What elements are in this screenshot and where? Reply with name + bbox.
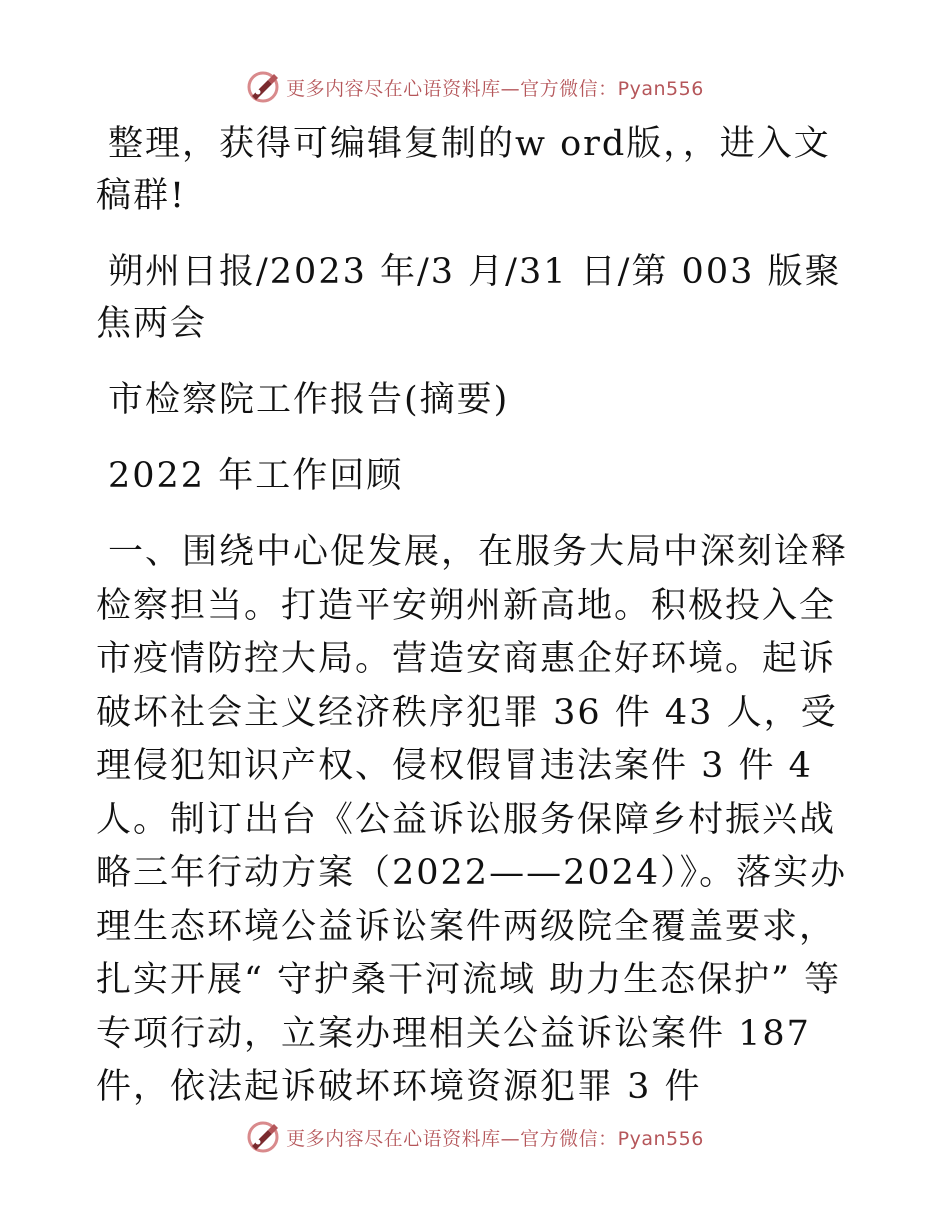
body-paragraph: 一、围绕中心促发展，在服务大局中深刻诠释检察担当。打造平安朔州新高地。积极投入全市疫情防控大局。营造安商惠企好环境。起诉破坏社会主义经济秩序犯罪 36 件 43 人，受理侵犯知识产权、侵权假冒违法案件 3 件 4 人。制订出台《公益诉讼服务保障乡村振兴战略三年行动方案（2022——2024）》。落实办理生态环境公益诉讼案件两级院全覆盖要求，扎实开展“ 守护桑干河流域 助力生态保护” 等专项行动，立案办理相关公益诉讼案件 187 件，依法起诉破坏环境资源犯罪 3 件 [96, 532, 849, 1107]
pen-logo-icon [246, 1120, 280, 1154]
pen-logo-icon [246, 70, 280, 104]
source-line: 朔州日报/2023 年/3 月/31 日/第 003 版聚焦两会 [96, 252, 842, 344]
footer-banner [0, 1120, 950, 1154]
header-banner [0, 70, 950, 104]
intro-paragraph: 整理，获得可编辑复制的w ord版，，进入文稿群! [96, 124, 831, 216]
banner-text: 更多内容尽在心语资料库—官方微信：Pyan556 [286, 77, 704, 100]
report-title: 市检察院工作报告(摘要) [108, 380, 510, 420]
document-body [96, 118, 856, 1139]
banner-text: 更多内容尽在心语资料库—官方微信：Pyan556 [286, 1127, 704, 1150]
section-heading: 2022 年工作回顾 [108, 456, 404, 496]
